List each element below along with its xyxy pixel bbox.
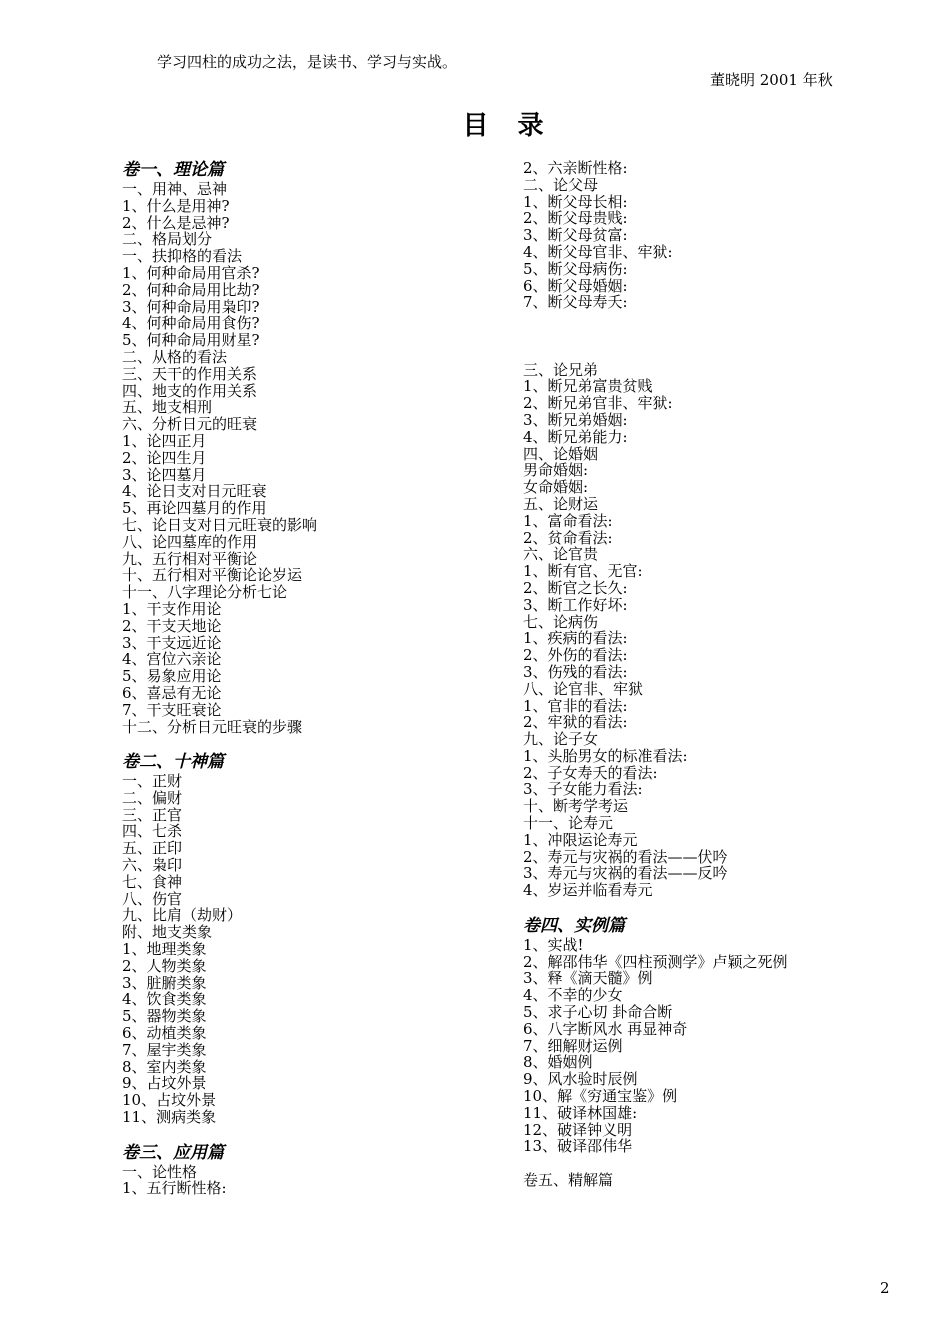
toc-entry: 9、风水验时辰例: [523, 1070, 638, 1089]
toc-entry: 六、枭印: [122, 856, 183, 875]
toc-entry: 十一、八字理论分析七论: [122, 583, 288, 602]
toc-entry: 2、外伤的看法:: [523, 646, 628, 665]
toc-left-column: [122, 160, 502, 1197]
toc-entry: 女命婚姻:: [523, 478, 589, 497]
toc-entry: 十、五行相对平衡论论岁运: [122, 566, 303, 585]
toc-entry: 七、论日支对日元旺衰的影响: [122, 515, 318, 534]
toc-entry: 3、寿元与灾祸的看法——反吟: [523, 864, 728, 883]
toc-entry: 5、求子心切 卦命合断: [523, 1003, 673, 1022]
toc-entry: 10、解《穷通宝鉴》例: [523, 1087, 678, 1106]
toc-entry: 4、断父母官非、牢狱:: [523, 242, 673, 261]
toc-entry: 2、子女寿夭的看法:: [523, 763, 658, 782]
toc-entry: 十二、分析日元旺衰的步骤: [122, 717, 303, 736]
toc-entry: 4、岁运并临看寿元: [523, 881, 653, 900]
toc-entry: 7、屋宇类象: [122, 1040, 207, 1059]
toc-entry: 13、破译邵伟华: [523, 1137, 633, 1156]
spacer: [523, 1155, 903, 1172]
toc-entry: 六、分析日元的旺衰: [122, 415, 258, 434]
toc-entry: 2、贫命看法:: [523, 528, 613, 547]
toc-entry: 四、七杀: [122, 822, 183, 841]
toc-entry: 八、论官非、牢狱: [523, 679, 644, 698]
toc-entry: 5、易象应用论: [122, 667, 222, 686]
toc-entry: 3、伤残的看法:: [523, 662, 628, 681]
toc-entry: 七、食神: [122, 872, 183, 891]
toc-entry: 1、实战!: [523, 935, 584, 954]
toc-entry: 1、冲限运论寿元: [523, 830, 638, 849]
toc-entry: 4、不幸的少女: [523, 986, 623, 1005]
toc-entry: 1、疾病的看法:: [523, 629, 628, 648]
toc-entry: 2、断官之长久:: [523, 578, 628, 597]
toc-entry: 四、地支的作用关系: [122, 381, 258, 400]
section-heading: 卷三、应用篇: [122, 1142, 224, 1163]
toc-entry: 六、论官贵: [523, 545, 599, 564]
page-title: 目 录: [462, 111, 554, 141]
toc-entry: 1、断有官、无官:: [523, 562, 643, 581]
toc-entry: 1、何种命局用官杀?: [122, 263, 260, 282]
toc-entry: 卷五、精解篇: [523, 1171, 614, 1190]
toc-entry: 6、喜忌有无论: [122, 683, 222, 702]
toc-entry: 1、地理类象: [122, 940, 207, 959]
toc-entry: 10、占坟外景: [122, 1091, 217, 1110]
toc-entry: 附、地支类象: [122, 923, 213, 942]
toc-entry: 八、伤官: [122, 889, 183, 908]
toc-entry: 三、论兄弟: [523, 360, 599, 379]
toc-entry: 9、占坟外景: [122, 1074, 207, 1093]
toc-entry: 2、什么是忌神?: [122, 213, 230, 232]
toc-entry: 九、论子女: [523, 730, 599, 749]
toc-entry: 十一、论寿元: [523, 814, 614, 833]
toc-entry: 五、地支相刑: [122, 398, 213, 417]
toc-entry: 1、干支作用论: [122, 599, 222, 618]
toc-entry: 11、测病类象: [122, 1108, 217, 1127]
toc-entry: 五、论财运: [523, 494, 599, 513]
toc-entry: 2、论四生月: [122, 448, 207, 467]
toc-entry: 一、扶抑格的看法: [122, 247, 243, 266]
toc-entry: 九、五行相对平衡论: [122, 549, 258, 568]
section-heading: 卷二、十神篇: [122, 752, 224, 773]
spacer: [122, 1126, 502, 1143]
toc-entry: 二、格局划分: [122, 230, 213, 249]
toc-entry: 1、富命看法:: [523, 511, 613, 530]
toc-entry: 7、干支旺衰论: [122, 700, 222, 719]
toc-entry: 九、比肩（劫财）: [122, 906, 243, 925]
toc-entry: 2、断父母贵贱:: [523, 209, 628, 228]
section-heading: 卷四、实例篇: [523, 915, 625, 936]
toc-entry: 5、何种命局用财星?: [122, 331, 260, 350]
toc-entry: 2、断兄弟官非、牢狱:: [523, 394, 673, 413]
toc-entry: 1、官非的看法:: [523, 696, 628, 715]
toc-entry: 3、断兄弟婚姻:: [523, 410, 628, 429]
toc-entry: 6、八字断风水 再显神奇: [523, 1019, 688, 1038]
spacer: [122, 735, 502, 752]
toc-entry: 4、何种命局用食伤?: [122, 314, 260, 333]
page-number: 2: [880, 1279, 890, 1297]
toc-entry: 三、正官: [122, 805, 183, 824]
toc-entry: 4、断兄弟能力:: [523, 427, 628, 446]
toc-entry: 三、天干的作用关系: [122, 364, 258, 383]
toc-right-column: [523, 160, 903, 1189]
toc-entry: 8、室内类象: [122, 1057, 207, 1076]
toc-entry: 3、干支远近论: [122, 633, 222, 652]
spacer: [523, 311, 903, 328]
toc-entry: 3、断父母贫富:: [523, 226, 628, 245]
toc-entry: 2、牢狱的看法:: [523, 713, 628, 732]
toc-entry: 八、论四墓库的作用: [122, 532, 258, 551]
toc-entry: 6、动植类象: [122, 1024, 207, 1043]
toc-entry: 7、细解财运例: [523, 1036, 623, 1055]
toc-entry: 5、断父母病伤:: [523, 259, 628, 278]
toc-entry: 3、何种命局用枭印?: [122, 297, 260, 316]
toc-entry: 3、释《滴天髓》例: [523, 969, 653, 988]
toc-entry: 4、饮食类象: [122, 990, 207, 1009]
toc-entry: 4、论日支对日元旺衰: [122, 482, 267, 501]
toc-entry: 四、论婚姻: [523, 444, 599, 463]
toc-entry: 2、解邵伟华《四柱预测学》卢颖之死例: [523, 952, 788, 971]
toc-entry: 6、断父母婚姻:: [523, 276, 628, 295]
toc-entry: 1、五行断性格:: [122, 1179, 227, 1198]
toc-entry: 1、断父母长相:: [523, 192, 628, 211]
toc-entry: 8、婚姻例: [523, 1053, 593, 1072]
spacer: [523, 328, 903, 345]
toc-entry: 一、正财: [122, 772, 183, 791]
toc-entry: 3、脏腑类象: [122, 973, 207, 992]
toc-entry: 一、论性格: [122, 1162, 198, 1181]
toc-entry: 1、什么是用神?: [122, 196, 230, 215]
toc-entry: 12、破译钟义明: [523, 1120, 633, 1139]
toc-entry: 3、断工作好坏:: [523, 595, 628, 614]
toc-entry: 11、破译林国雄:: [523, 1103, 638, 1122]
toc-entry: 二、论父母: [523, 175, 599, 194]
toc-entry: 一、用神、忌神: [122, 180, 228, 198]
toc-entry: 5、再论四墓月的作用: [122, 499, 267, 518]
spacer: [523, 345, 903, 362]
toc-entry: 1、断兄弟富贵贫贱: [523, 377, 653, 396]
toc-entry: 5、器物类象: [122, 1007, 207, 1026]
toc-entry: 七、论病伤: [523, 612, 599, 631]
author-signature: 董晓明 2001 年秋: [710, 71, 833, 89]
toc-entry: 2、六亲断性格:: [523, 159, 628, 177]
toc-entry: 男命婚姻:: [523, 461, 589, 480]
intro-sentence: 学习四柱的成功之法，是读书、学习与实战。: [157, 53, 458, 71]
toc-entry: 2、何种命局用比劫?: [122, 280, 260, 299]
toc-entry: 二、偏财: [122, 788, 183, 807]
toc-entry: 2、人物类象: [122, 956, 207, 975]
toc-entry: 3、子女能力看法:: [523, 780, 643, 799]
toc-entry: 2、干支天地论: [122, 616, 222, 635]
section-heading: 卷一、理论篇: [122, 160, 224, 180]
toc-entry: 1、论四正月: [122, 431, 207, 450]
toc-entry: 3、论四墓月: [122, 465, 207, 484]
toc-entry: 7、断父母寿夭:: [523, 293, 628, 312]
toc-entry: 4、宫位六亲论: [122, 650, 222, 669]
spacer: [523, 899, 903, 916]
toc-entry: 2、寿元与灾祸的看法——伏吟: [523, 847, 728, 866]
toc-entry: 五、正印: [122, 839, 183, 858]
toc-entry: 二、从格的看法: [122, 347, 228, 366]
toc-entry: 十、断考学考运: [523, 797, 629, 816]
toc-entry: 1、头胎男女的标准看法:: [523, 746, 688, 765]
